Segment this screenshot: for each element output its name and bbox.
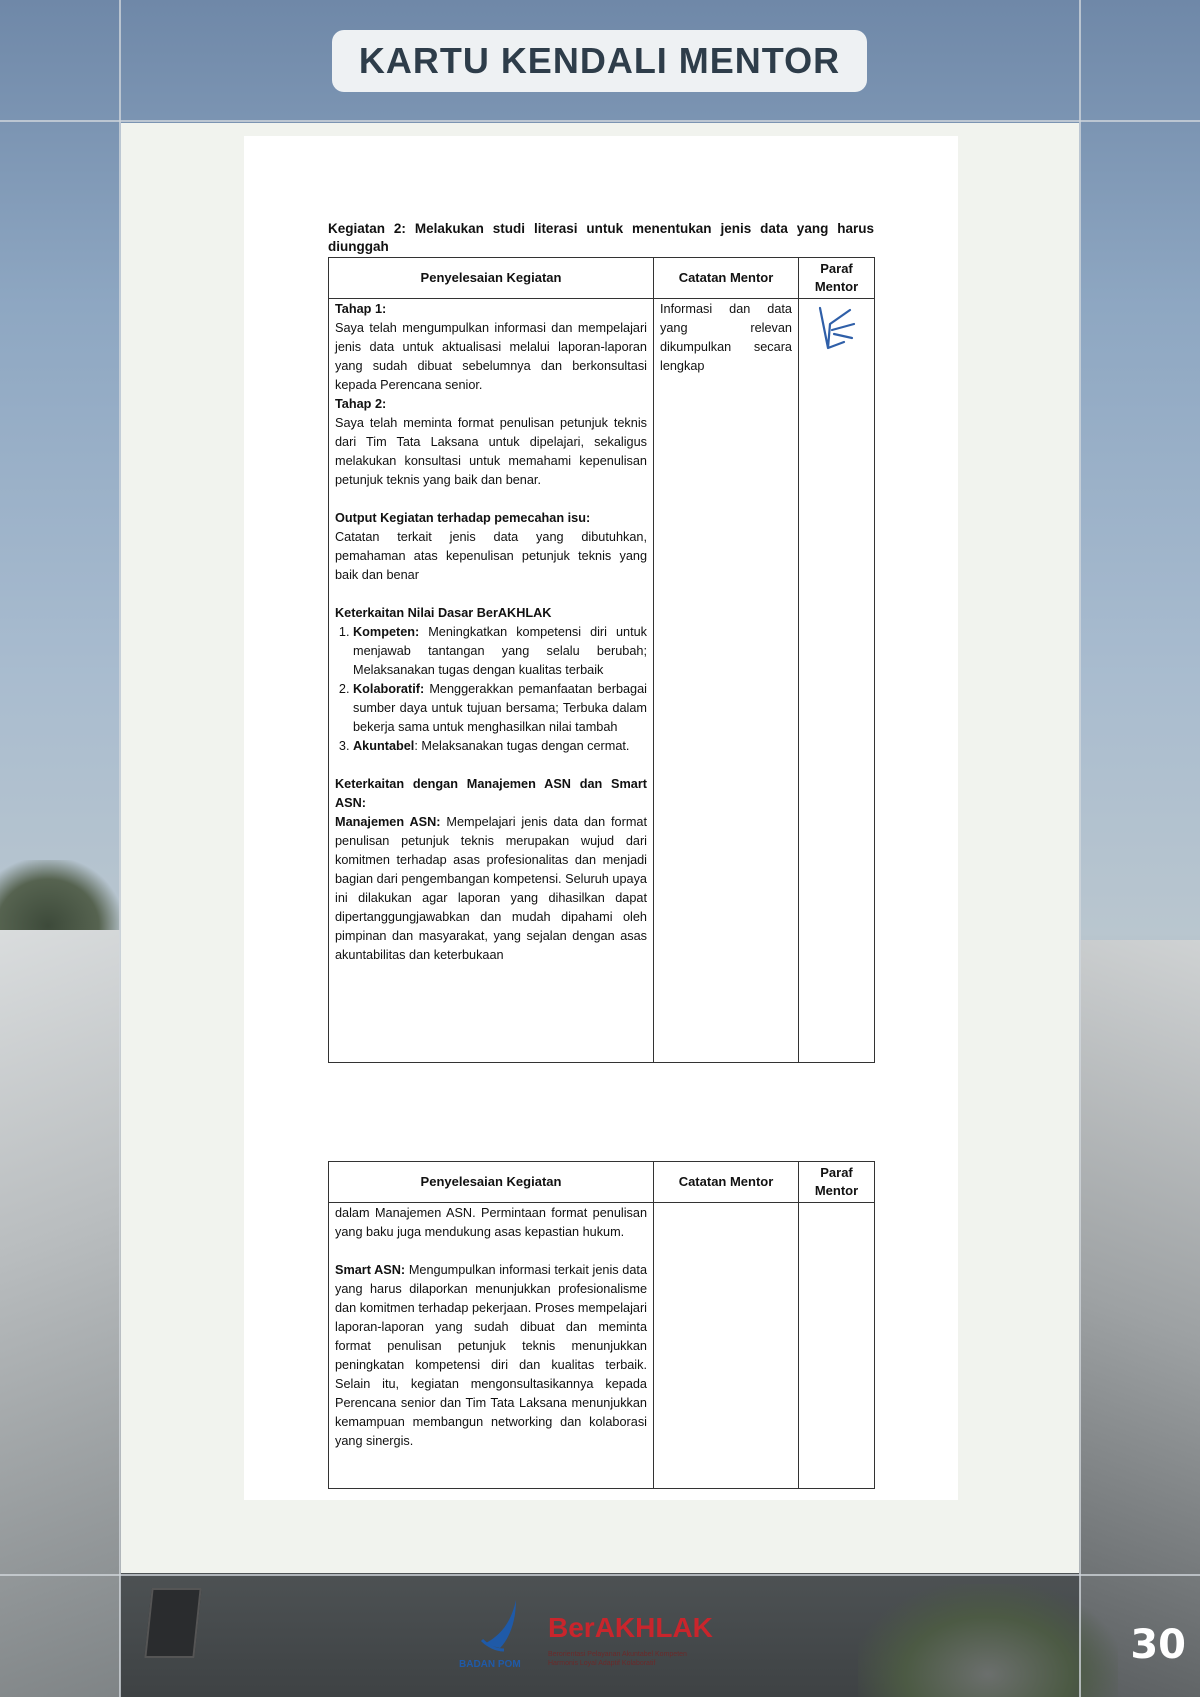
tagline-line: Harmonis Loyal Adaptif Kolaboratif <box>548 1660 656 1667</box>
output-text: Catatan terkait jenis data yang dibutuhkan, pemahaman atas kepenulisan petunjuk teknis yang baik dan benar <box>335 530 647 582</box>
continued-text: dalam Manajemen ASN. Permintaan format penulisan yang baku juga mendukung asas kepastian hukum. <box>335 1206 647 1239</box>
grid-line <box>0 1574 1200 1576</box>
smart-name: Smart ASN: <box>335 1263 406 1277</box>
manajemen-text: Mempelajari jenis data dan format penulisan petunjuk teknis merupakan wujud dari komitmen terhadap asas profesionalitas dan menjadi bagian dari pengembangan kompetensi. Seluruh upaya ini dilakukan agar laporan yang dihasilkan dapat dipertanggungjawabkan dan mudah dipahami oleh pimpinan dan masyarakat, yang sejalan dengan asas akuntabilitas dan keterbukaan <box>335 815 647 962</box>
manajemen-name: Manajemen ASN: <box>335 815 441 829</box>
nilai-list <box>335 623 647 756</box>
table-row <box>329 299 875 1063</box>
page-title-box <box>332 30 867 92</box>
page-title: KARTU KENDALI MENTOR <box>358 40 841 81</box>
nilai-text: : Melaksanakan tugas dengan cermat. <box>414 739 630 753</box>
col-header-paraf: Paraf Mentor <box>799 1162 875 1203</box>
catatan-cell <box>654 1203 799 1489</box>
manajemen-label: Keterkaitan dengan Manajemen ASN dan Smart ASN: <box>335 777 647 810</box>
badan-pom-logo-icon <box>478 1598 522 1656</box>
table-header-row <box>329 1162 875 1203</box>
col-header-catatan: Catatan Mentor <box>654 258 799 299</box>
list-item <box>353 623 647 680</box>
table-header-row <box>329 258 875 299</box>
list-item <box>353 680 647 737</box>
nilai-name: Kolaboratif: <box>353 682 425 696</box>
smart-paragraph <box>335 1261 647 1451</box>
nilai-label: Keterkaitan Nilai Dasar BerAKHLAK <box>335 606 552 620</box>
penyelesaian-cell <box>329 1203 654 1489</box>
berakhlak-tagline <box>548 1650 687 1668</box>
tahap2-text: Saya telah meminta format penulisan petunjuk teknis dari Tim Tata Laksana untuk dipelajari, sekaligus melakukan konsultasi untuk memahami kepenulisan petunjuk teknis yang baik dan benar. <box>335 416 647 487</box>
activity-heading: Kegiatan 2: Melakukan studi literasi untuk menentukan jenis data yang harus diunggah <box>328 221 874 254</box>
tagline-line: Berorientasi Pelayanan Akuntabel Kompeten <box>548 1651 687 1658</box>
tahap1-text: Saya telah mengumpulkan informasi dan mempelajari jenis data untuk aktualisasi melalui laporan-laporan yang sudah dibuat sebelumnya dan berkonsultasi kepada Perencana senior. <box>335 321 647 392</box>
background-building-left <box>0 930 120 1697</box>
paraf-cell <box>799 299 875 1063</box>
output-label: Output Kegiatan terhadap pemecahan isu: <box>335 511 591 525</box>
page-number: 30 <box>1130 1622 1186 1668</box>
col-header-penyelesaian: Penyelesaian Kegiatan <box>329 1162 654 1203</box>
manajemen-paragraph <box>335 813 647 965</box>
agency-name: BADAN POM <box>459 1659 521 1670</box>
mentor-signature <box>814 304 860 358</box>
tahap2-label: Tahap 2: <box>335 397 387 411</box>
nilai-name: Kompeten: <box>353 625 420 639</box>
catatan-cell <box>654 299 799 1063</box>
berakhlak-logo-text: BerAKHLAK <box>548 1612 713 1643</box>
list-item <box>353 737 647 756</box>
paraf-cell <box>799 1203 875 1489</box>
col-header-penyelesaian: Penyelesaian Kegiatan <box>329 258 654 299</box>
table-row <box>329 1203 875 1489</box>
mentor-table-2 <box>328 1161 875 1489</box>
nilai-name: Akuntabel <box>353 739 415 753</box>
nilai-text: Menggerakkan pemanfaatan berbagai sumber daya untuk tujuan bersama; Terbuka dalam bekerja sama untuk menghasilkan nilai tambah <box>353 682 647 734</box>
mentor-table-1 <box>328 257 875 1063</box>
col-header-catatan: Catatan Mentor <box>654 1162 799 1203</box>
tahap1-label: Tahap 1: <box>335 302 387 316</box>
grid-line <box>0 120 1200 122</box>
grid-line <box>1079 0 1081 1697</box>
col-header-paraf: Paraf Mentor <box>799 258 875 299</box>
penyelesaian-cell <box>329 299 654 1063</box>
nilai-text: Meningkatkan kompetensi diri untuk menjawab tantangan yang selalu berubah; Melaksanakan tugas dengan kualitas terbaik <box>353 625 647 677</box>
smart-text: Mengumpulkan informasi terkait jenis data yang harus dilaporkan menunjukkan profesionalisme dan komitmen terhadap pekerjaan. Proses mempelajari laporan-laporan yang sudah dibuat dan meminta format penulisan petunjuk teknis menunjukkan peningkatan kompetensi diri dan kualitas terbaik. Selain itu, kegiatan mengonsultasikannya kepada Perencana senior dan Tim Tata Laksana menunjukkan kemampuan membangun networking dan kolaborasi yang sinergis. <box>335 1263 648 1448</box>
catatan-text: Informasi dan data yang relevan dikumpulkan secara lengkap <box>660 302 792 373</box>
wall-lamp <box>144 1588 201 1658</box>
